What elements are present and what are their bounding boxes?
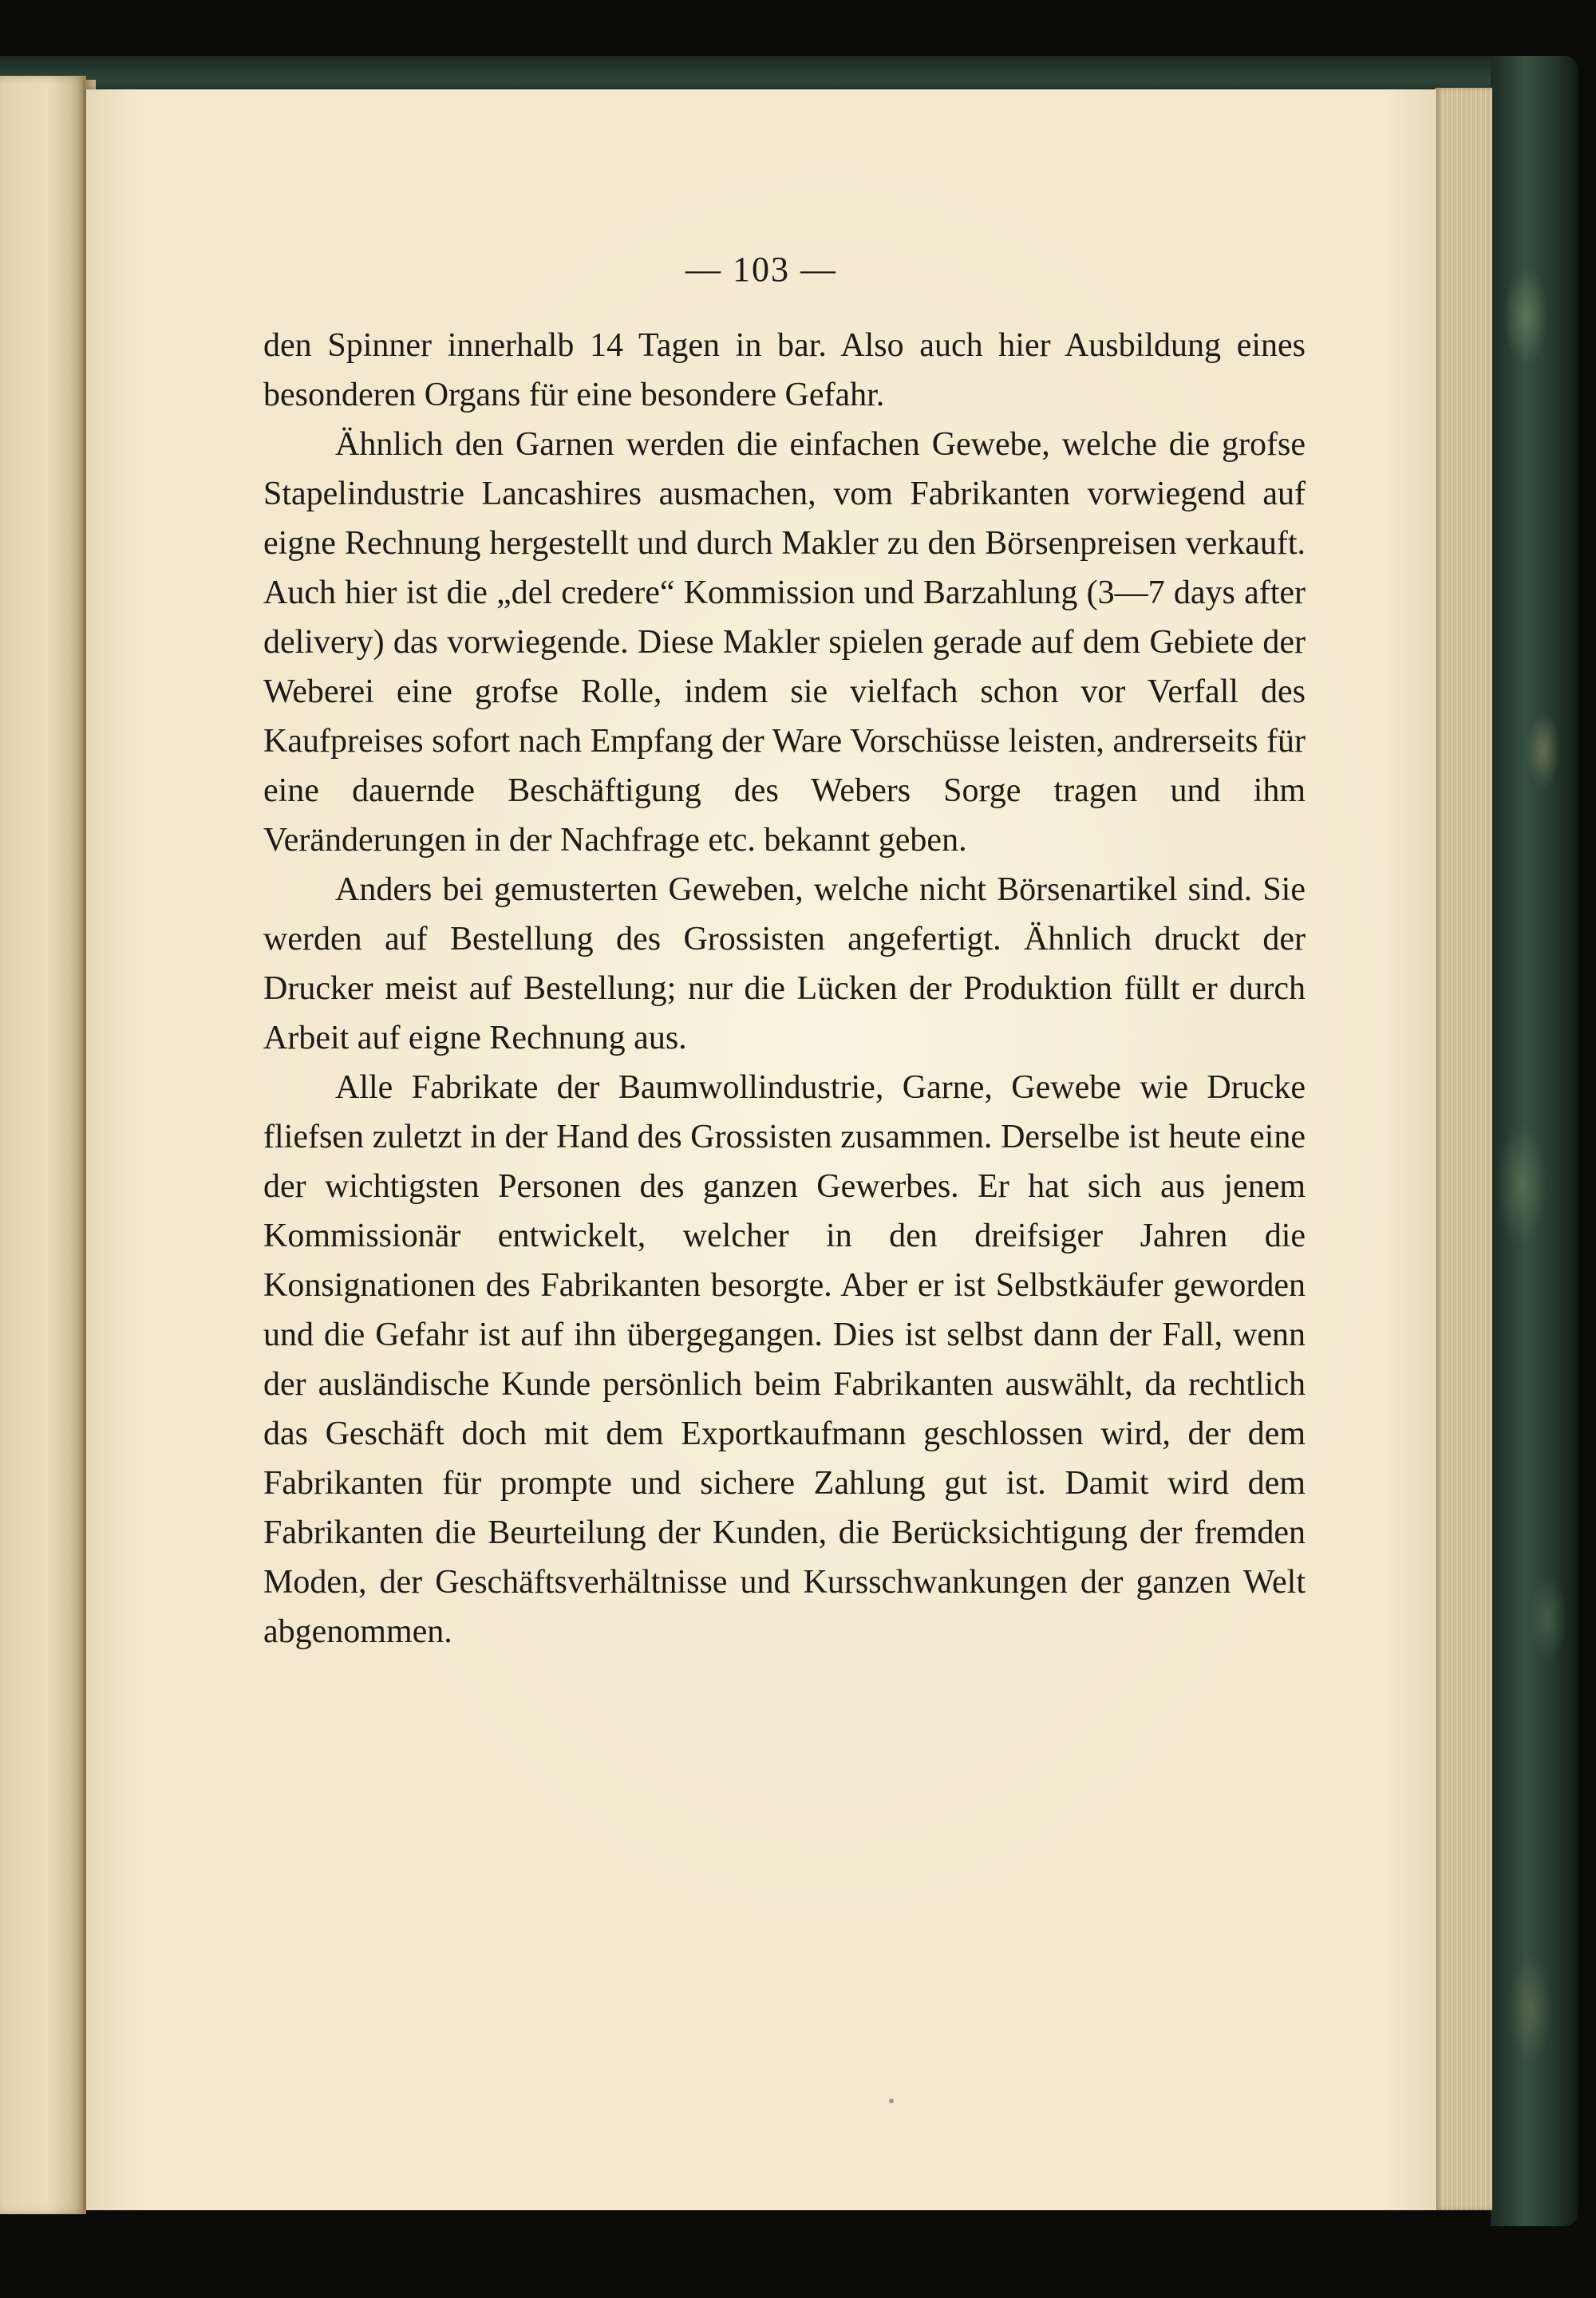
body-text	[263, 321, 1306, 1656]
paper-speck	[889, 2099, 894, 2103]
book-page	[86, 89, 1436, 2210]
page-number: — 103 —	[685, 250, 837, 289]
facing-page-edge	[0, 76, 86, 2214]
paragraph: Ähnlich den Garnen werden die einfachen Gewebe, welche die grofse Stapelindustrie Lancashires ausmachen, vom Fabrikanten vorwiegend auf eigne Rechnung hergestellt und durch Makler zu den Börsenpreisen verkauft. Auch hier ist die „del credere“ Kommission und Barzahlung (3—7 days after delivery) das vorwiegende. Diese Makler spielen gerade auf dem Gebiete der Weberei eine grofse Rolle, indem sie vielfach schon vor Verfall des Kaufpreises sofort nach Empfang der Ware Vorschüsse leisten, andrerseits für eine dauernde Beschäftigung des Webers Sorge tragen und ihm Veränderungen in der Nachfrage etc. bekannt geben.	[263, 426, 1306, 859]
paragraph: den Spinner innerhalb 14 Tagen in bar. Also auch hier Ausbildung eines besonderen Organs für eine besondere Gefahr.	[263, 327, 1306, 413]
paragraph: Anders bei gemusterten Geweben, welche nicht Börsenartikel sind. Sie werden auf Bestellung des Grossisten angefertigt. Ähnlich druckt der Drucker meist auf Bestellung; nur die Lücken der Produktion füllt er durch Arbeit auf eigne Rechnung aus.	[263, 871, 1306, 1056]
page-fore-edge	[1435, 88, 1492, 2210]
marbled-cover-right	[1491, 56, 1578, 2226]
paragraph: Alle Fabrikate der Baumwollindustrie, Garne, Gewebe wie Drucke fliefsen zuletzt in der Hand des Grossisten zusammen. Derselbe ist heute eine der wichtigsten Personen des ganzen Gewerbes. Er hat sich aus jenem Kommissionär entwickelt, welcher in den dreifsiger Jahren die Konsignationen des Fabrikanten besorgte. Aber er ist Selbstkäufer geworden und die Gefahr ist auf ihn übergegangen. Dies ist selbst dann der Fall, wenn der ausländische Kunde persönlich beim Fabrikanten auswählt, da rechtlich das Geschäft doch mit dem Exportkaufmann geschlossen wird, der dem Fabrikanten für prompte und sichere Zahlung gut ist. Damit wird dem Fabrikanten die Beurteilung der Kunden, die Berücksichtigung der fremden Moden, der Geschäftsverhältnisse und Kursschwankungen der ganzen Welt abgenommen.	[263, 1069, 1306, 1650]
